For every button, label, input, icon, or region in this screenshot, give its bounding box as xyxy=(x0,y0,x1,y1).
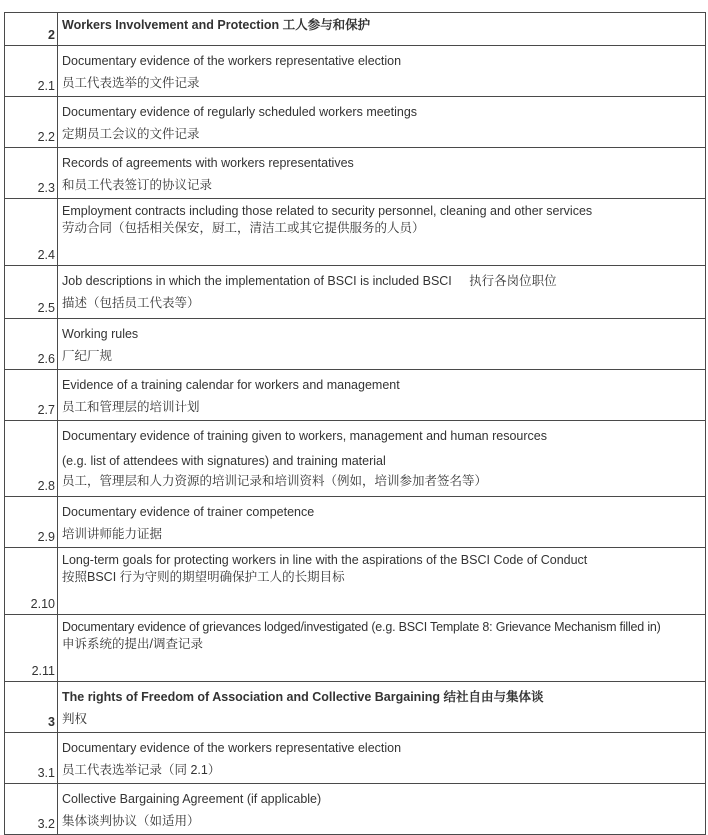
item-description xyxy=(58,266,706,319)
item-description xyxy=(58,13,706,46)
item-number: 3.1 xyxy=(5,733,58,784)
description-en: Documentary evidence of training given to workers, management and human resources xyxy=(62,429,547,443)
item-description xyxy=(58,784,706,835)
item-number: 2.10 xyxy=(5,548,58,615)
description-en: Documentary evidence of the workers representative election xyxy=(62,54,402,68)
table-row xyxy=(5,370,706,421)
description-zh: 厂纪厂规 xyxy=(62,349,113,363)
item-description xyxy=(58,548,706,615)
item-number: 2.9 xyxy=(5,497,58,548)
document-checklist-table xyxy=(4,12,706,835)
table-row xyxy=(5,497,706,548)
item-number: 2.11 xyxy=(5,615,58,682)
description-en: Collective Bargaining Agreement (if applicable) xyxy=(62,792,322,806)
description-zh: 描述（包括员工代表等） xyxy=(62,296,200,310)
description-zh: 员工代表选举记录（同 2.1） xyxy=(62,763,221,777)
description-en: Records of agreements with workers representatives xyxy=(62,156,354,170)
description-en: Documentary evidence of the workers representative election xyxy=(62,741,402,755)
description-zh: 按照BSCI 行为守则的期望明确保护工人的长期目标 xyxy=(62,570,345,584)
item-number: 2.6 xyxy=(5,319,58,370)
table-row xyxy=(5,319,706,370)
section-title: The rights of Freedom of Association and Collective Bargaining 结社自由与集体谈 xyxy=(62,690,544,704)
item-description xyxy=(58,615,706,682)
description-zh: 和员工代表签订的协议记录 xyxy=(62,178,213,192)
item-description xyxy=(58,497,706,548)
item-number: 3 xyxy=(5,682,58,733)
item-description xyxy=(58,97,706,148)
table-row xyxy=(5,148,706,199)
item-number: 2.3 xyxy=(5,148,58,199)
description-en: Long-term goals for protecting workers in line with the aspirations of the BSCI Code of Conduct xyxy=(62,553,588,567)
description-zh: 申诉系统的提出/调查记录 xyxy=(62,637,203,651)
description-zh: 员工和管理层的培训计划 xyxy=(62,400,200,414)
description-zh: 劳动合同（包括相关保安，厨工，清洁工或其它提供服务的人员） xyxy=(62,221,425,235)
item-description xyxy=(58,199,706,266)
description-en: Job descriptions in which the implementation of BSCI is included BSCI 执行各岗位职位 xyxy=(62,274,557,288)
item-description xyxy=(58,319,706,370)
item-description xyxy=(58,46,706,97)
item-number: 2.7 xyxy=(5,370,58,421)
item-description xyxy=(58,733,706,784)
description-en: (e.g. list of attendees with signatures) and training material xyxy=(62,454,386,468)
description-en: Documentary evidence of grievances lodged/investigated (e.g. BSCI Template 8: Grievance Mechanism filled in) xyxy=(62,620,661,634)
section-title-continued: 判权 xyxy=(62,712,88,726)
description-zh: 定期员工会议的文件记录 xyxy=(62,127,200,141)
table-row xyxy=(5,421,706,497)
description-en: Working rules xyxy=(62,327,139,341)
item-number: 2.2 xyxy=(5,97,58,148)
table-row xyxy=(5,784,706,835)
item-number: 2.1 xyxy=(5,46,58,97)
item-number: 2.5 xyxy=(5,266,58,319)
table-row xyxy=(5,13,706,46)
item-description xyxy=(58,148,706,199)
item-description xyxy=(58,682,706,733)
description-zh: 培训讲师能力证据 xyxy=(62,527,163,541)
table-row xyxy=(5,682,706,733)
item-number: 3.2 xyxy=(5,784,58,835)
table-row xyxy=(5,733,706,784)
item-number: 2.4 xyxy=(5,199,58,266)
table-row xyxy=(5,46,706,97)
item-number: 2.8 xyxy=(5,421,58,497)
description-en: Employment contracts including those related to security personnel, cleaning and other services xyxy=(62,204,593,218)
section-title: Workers Involvement and Protection 工人参与和保护 xyxy=(62,18,371,32)
description-zh: 员工代表选举的文件记录 xyxy=(62,76,200,90)
description-zh: 员工，管理层和人力资源的培训记录和培训资料（例如，培训参加者签名等） xyxy=(62,474,488,488)
table-row xyxy=(5,548,706,615)
description-zh: 集体谈判协议（如适用） xyxy=(62,814,200,828)
description-en: Documentary evidence of regularly scheduled workers meetings xyxy=(62,105,418,119)
description-en: Documentary evidence of trainer competence xyxy=(62,505,315,519)
table-row xyxy=(5,199,706,266)
description-en: Evidence of a training calendar for workers and management xyxy=(62,378,400,392)
item-description xyxy=(58,370,706,421)
item-number: 2 xyxy=(5,13,58,46)
table-row xyxy=(5,615,706,682)
table-row xyxy=(5,266,706,319)
table-row xyxy=(5,97,706,148)
item-description xyxy=(58,421,706,497)
